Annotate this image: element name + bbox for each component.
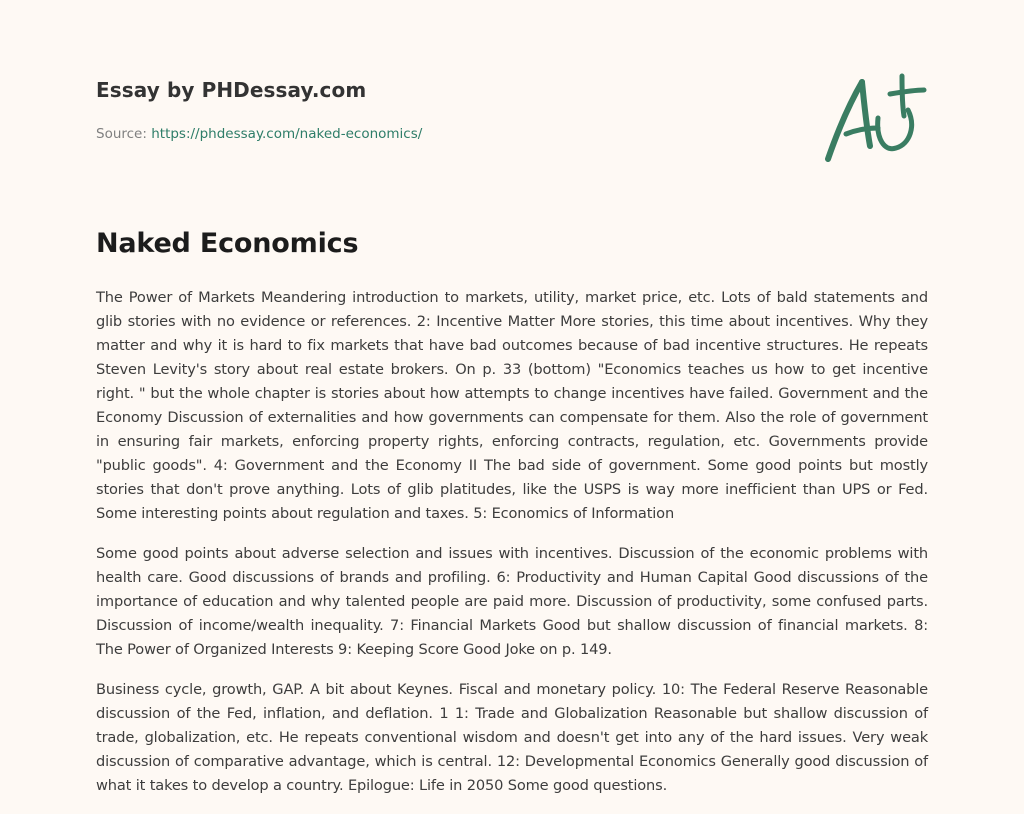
a-plus-grade-icon bbox=[820, 66, 930, 166]
source-label: Source: bbox=[96, 126, 147, 142]
paragraph: Some good points about adverse selection and issues with incentives. Discussion of the economic problems with health care. Good discussions of brands and profiling. 6: Productivity and Human Capital Good discussions of the importance of education and why talented people are paid more. Discussion of productivity, some confused parts. Discussion of income/wealth inequality. 7: Financial Markets Good but shallow discussion of financial markets. 8: The Power of Organized Interests 9: Keeping Score Good Joke on p. 149. bbox=[96, 545, 928, 658]
page-title: Naked Economics bbox=[96, 228, 359, 259]
article-body bbox=[96, 286, 928, 814]
source-link[interactable]: https://phdessay.com/naked-economics/ bbox=[151, 126, 423, 142]
paragraph: The Power of Markets Meandering introduction to markets, utility, market price, etc. Lots of bald statements and glib stories with no evidence or references. 2: Incentive Matter More stories, this time about incentives. Why they matter and why it is hard to fix markets that have bad outcomes because of bad incentive structures. He repeats Steven Levity's story about real estate brokers. On p. 33 (bottom) "Economics teaches us how to get incentive right. " but the whole chapter is stories about how attempts to change incentives have failed. Government and the Economy Discussion of externalities and how governments can compensate for them. Also the role of government in ensuring fair markets, enforcing property rights, enforcing contracts, regulation, etc. Governments provide "public goods". 4: Government and the Economy II The bad side of government. Some good points but mostly stories that don't prove anything. Lots of glib platitudes, like the USPS is way more inefficient than UPS or Fed. Some interesting points about regulation and taxes. 5: Economics of Information bbox=[96, 289, 928, 522]
brand-title: Essay by PHDessay.com bbox=[96, 78, 367, 102]
source-line bbox=[96, 124, 696, 144]
paragraph: Business cycle, growth, GAP. A bit about Keynes. Fiscal and monetary policy. 10: The Federal Reserve Reasonable discussion of the Fed, inflation, and deflation. 1 1: Trade and Globalization Reasonable but shallow discussion of trade, globalization, etc. He repeats conventional wisdom and doesn't get into any of the hard issues. Very weak discussion of comparative advantage, which is central. 12: Developmental Economics Generally good discussion of what it takes to develop a country. Epilogue: Life in 2050 Some good questions. bbox=[96, 681, 928, 794]
essay-header bbox=[96, 76, 696, 144]
